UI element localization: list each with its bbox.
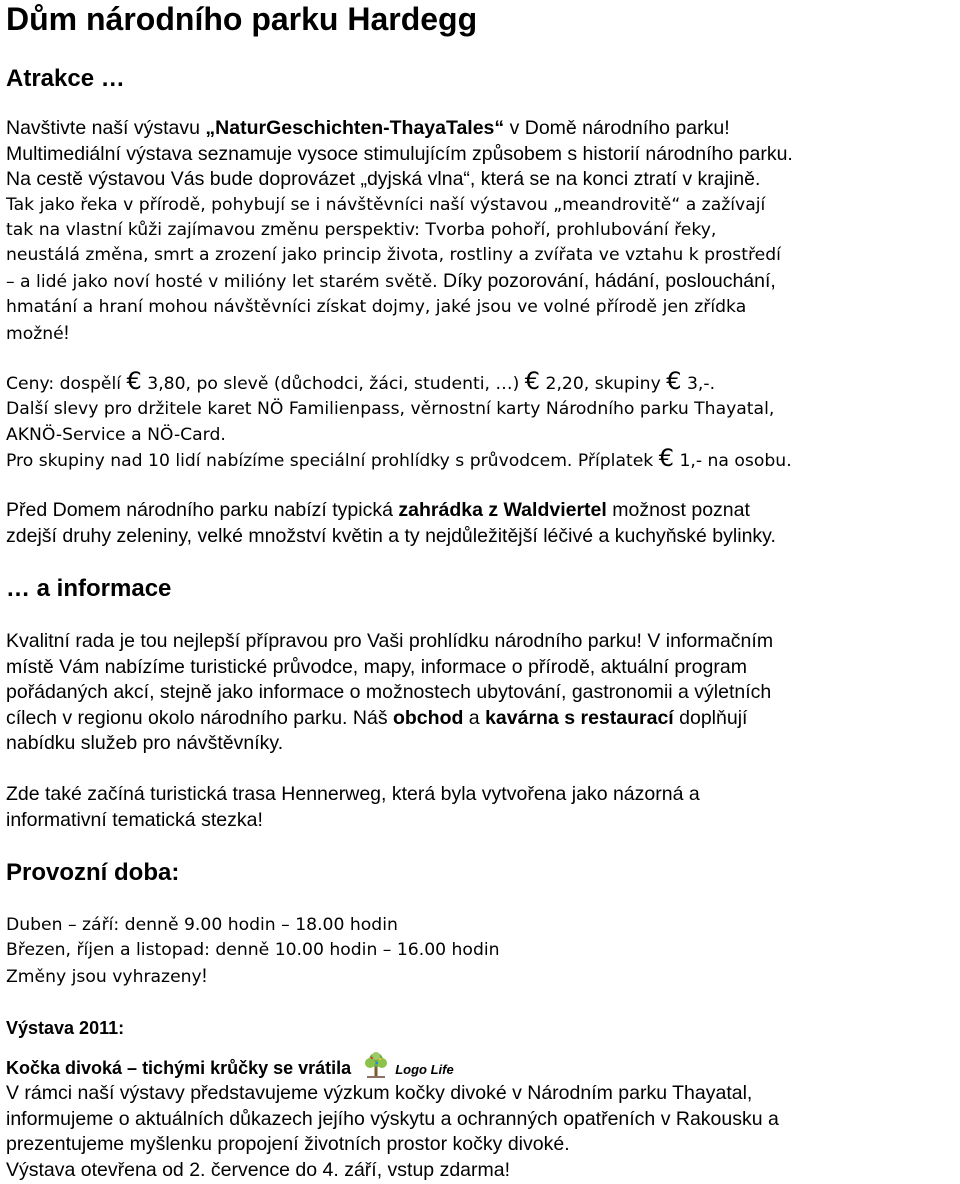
euro-symbol: €: [524, 367, 541, 395]
opening-hours: [6, 913, 956, 990]
euro-symbol: €: [658, 444, 674, 473]
prices-line-3: AKNÖ-Service a NÖ-Card.: [6, 424, 226, 445]
intro-line-2: Multimediální výstava seznamuje vysoce stimulujícím způsobem s historií národního parku.: [6, 142, 793, 165]
trail-line-2: informativní tematická stezka!: [6, 808, 263, 831]
intro-line-1: Navštivte naší výstavu „NaturGeschichten-ThayaTales“ v Domě národního parku!: [6, 117, 730, 139]
heading-information: … a informace: [6, 575, 172, 602]
hours-line-2: Březen, říjen a listopad: denně 10.00 hodin – 16.00 hodin: [6, 940, 500, 961]
intro-line-4: Tak jako řeka v přírodě, pohybují se i návštěvníci naší výstavou „meandrovitě“ a zažívají: [6, 194, 766, 215]
trail-line-1: Zde také začíná turistická trasa Hennerweg, která byla vytvořena jako názorná a: [6, 783, 700, 805]
exhibition-paragraph: [6, 1081, 956, 1183]
exhibition-line-1: V rámci naší výstavy představujeme výzkum kočky divoké v Národním parku Thayatal,: [6, 1082, 753, 1104]
garden-paragraph: [6, 498, 956, 549]
information-paragraph: [6, 629, 956, 757]
prices-line-4: Pro skupiny nad 10 lidí nabízíme speciální prohlídky s průvodcem. Příplatek € 1,- na osobu.: [6, 444, 792, 473]
hours-line-3: Změny jsou vyhrazeny!: [6, 964, 208, 987]
info-line-1: Kvalitní rada je tou nejlepší přípravou pro Vaši prohlídku národního parku! V informačním: [6, 630, 774, 652]
intro-line-3: Na cestě výstavou Vás bude doprovázet „dyjská vlna“, která se na konci ztratí v krajině.: [6, 168, 761, 190]
exhibition-line-4: Výstava otevřena od 2. července do 4. září, vstup zdarma!: [6, 1158, 511, 1181]
info-line-5: nabídku služeb pro návštěvníky.: [6, 732, 284, 754]
euro-symbol: €: [666, 367, 682, 395]
prices-paragraph: [6, 367, 956, 475]
exhibition-subheading: Kočka divoká – tichými krůčky se vrátila Logo Life: [6, 1050, 454, 1086]
page-title: Dům národního parku Hardegg: [6, 1, 478, 37]
trail-paragraph: [6, 782, 956, 833]
heading-opening-hours: Provozní doba:: [6, 859, 180, 886]
garden-line-1: Před Domem národního parku nabízí typická zahrádka z Waldviertel možnost poznat: [6, 499, 750, 521]
intro-line-6: neustálá změna, smrt a zrození jako princip života, rostliny a zvířata ve vztahu k prostředí: [6, 245, 781, 266]
hours-line-1: Duben – září: denně 9.00 hodin – 18.00 hodin: [6, 915, 398, 935]
exhibition-line-3: prezentujeme myšlenku propojení životních prostor kočky divoké.: [6, 1133, 570, 1155]
euro-symbol: €: [126, 367, 142, 395]
intro-line-7: – a lidé jako noví hosté v milióny let starém světě. Díky pozorování, hádání, poslouchání,: [6, 269, 776, 292]
intro-line-5: tak na vlastní kůži zajímavou změnu perspektiv: Tvorba pohoří, prohlubování řeky,: [6, 219, 717, 240]
prices-line-2: Další slevy pro držitele karet NÖ Familienpass, věrnostní karty Národního parku Thayatal,: [6, 399, 775, 420]
logo-life-label: Logo Life: [395, 1062, 454, 1077]
info-line-4: cílech v regionu okolo národního parku. Náš obchod a kavárna s restaurací doplňují: [6, 706, 748, 729]
intro-paragraph: [6, 116, 956, 347]
heading-exhibition: Výstava 2011:: [6, 1018, 125, 1038]
info-line-2: místě Vám nabízíme turistické průvodce, mapy, informace o přírodě, aktuální program: [6, 655, 747, 678]
heading-attractions: Atrakce …: [6, 65, 125, 92]
tree-logo-icon: [361, 1050, 391, 1080]
exhibition-line-2: informujeme o aktuálních důkazech jejího výskytu a ochranných opatřeních v Rakousku a: [6, 1107, 779, 1130]
info-line-3: pořádaných akcí, stejně jako informace o možnostech ubytování, gastronomii a výletních: [6, 681, 772, 703]
intro-line-8: hmatání a hraní mohou návštěvníci získat dojmy, jaké jsou ve volné přírodě jen zřídka: [6, 297, 747, 318]
prices-line-1: Ceny: dospělí € 3,80, po slevě (důchodci, žáci, studenti, …) € 2,20, skupiny € 3,-.: [6, 367, 716, 395]
garden-line-2: zdejší druhy zeleniny, velké množství květin a ty nejdůležitější léčivé a kuchyňské bylinky.: [6, 524, 776, 547]
intro-line-9: možné!: [6, 321, 70, 344]
